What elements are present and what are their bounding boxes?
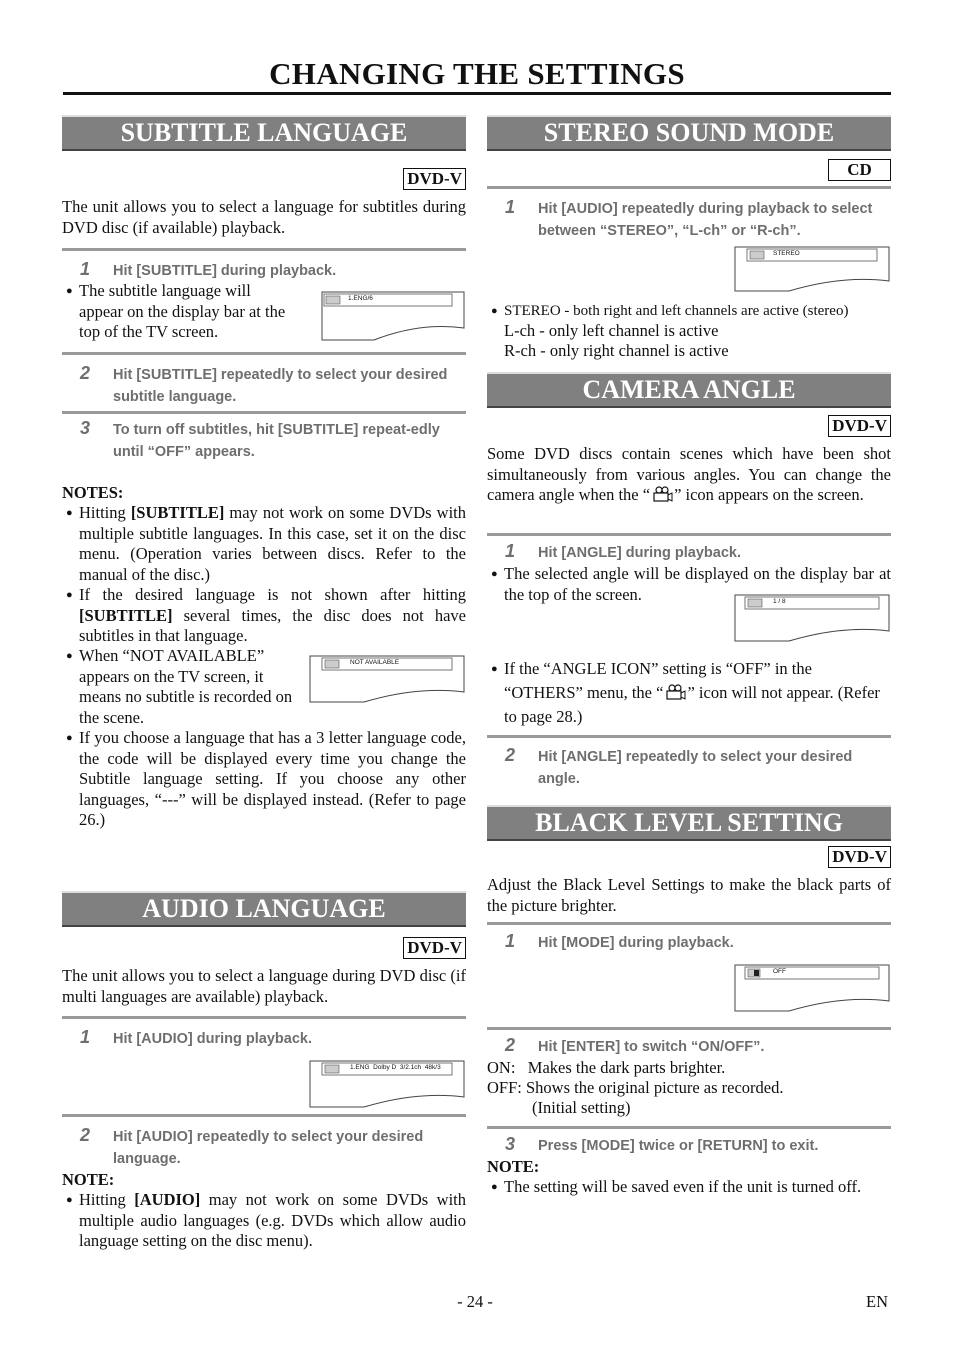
bullet-text: STEREO - both right and left channels are active (stereo)	[504, 303, 849, 319]
bullet-dot-icon: ●	[491, 305, 498, 317]
bullet-dot-icon: ●	[491, 1181, 498, 1193]
bullet-dot-icon: ●	[66, 732, 73, 744]
title-rule	[63, 92, 891, 95]
note-text: If the desired language is not shown after hitting	[79, 585, 466, 604]
bullet-text: If the “ANGLE ICON” setting is “OFF” in the “OTHERS” menu, the “	[504, 659, 812, 702]
camera-intro	[487, 444, 891, 506]
subtitle-intro: The unit allows you to select a language for subtitles during DVD disc (if available) playback.	[62, 197, 466, 237]
audio-display-text: 1.ENG Dolby D 3/2.1ch 48k/3	[350, 1064, 441, 1071]
subtitle-notes-heading: NOTES:	[62, 483, 124, 502]
black-off-line-2: (Initial setting)	[532, 1098, 631, 1117]
step-text: Press [MODE] twice or [RETURN] to exit.	[538, 1138, 819, 1154]
camera-intro-text: Some DVD discs contain scenes which have been shot simultaneously from various angles. You can change the camera angle when the “	[487, 444, 891, 504]
note-text: several times, the disc does not have subtitles in that language.	[79, 605, 466, 645]
step-text: Hit [ANGLE] repeatedly to select your desired angle.	[538, 749, 853, 787]
step-number: 2	[505, 745, 516, 765]
not-available-display-bar	[308, 654, 466, 704]
note-text: Hitting	[79, 503, 131, 522]
camera-intro-text: ” icon appears on the screen.	[674, 485, 864, 504]
bullet-text: ” icon will not appear. (Refer to page 28.)	[504, 683, 880, 726]
black-rule-3	[487, 1126, 891, 1129]
subtitle-rule-2	[62, 352, 466, 355]
stereo-display-text: STEREO	[773, 250, 800, 257]
step-text: To turn off subtitles, hit [SUBTITLE] repeat-edly until “OFF” appears.	[113, 422, 440, 460]
stereo-sound-mode-heading: STEREO SOUND MODE	[487, 115, 891, 151]
note-text: may not work on some DVDs with multiple subtitle languages. In this case, set it on the disc menu. (Operation varies between discs. Refer to the manual of the disc.)	[79, 503, 466, 584]
audio-dvd-badge: DVD-V	[403, 937, 466, 959]
camera-icon	[663, 683, 687, 699]
step-number: 3	[80, 418, 91, 438]
audio-display-bar	[308, 1059, 466, 1109]
bullet-dot-icon: ●	[66, 650, 73, 662]
audio-note-heading: NOTE:	[62, 1170, 115, 1189]
black-note-heading: NOTE:	[487, 1157, 540, 1176]
subtitle-display-text: 1.ENG/6	[348, 295, 373, 302]
black-rule-2	[487, 1027, 891, 1030]
note-text: Hitting	[79, 1190, 135, 1209]
subtitle-language-heading: SUBTITLE LANGUAGE	[62, 115, 466, 151]
language-code: EN	[866, 1292, 888, 1311]
black-intro: Adjust the Black Level Settings to make the black parts of the picture brighter.	[487, 875, 891, 915]
camera-icon	[650, 486, 674, 502]
subtitle-dvd-badge: DVD-V	[403, 168, 466, 190]
subtitle-icon	[325, 660, 339, 668]
bullet-dot-icon: ●	[66, 507, 73, 519]
angle-icon	[748, 599, 762, 607]
stereo-display-bar	[733, 245, 891, 293]
stereo-rule-1	[487, 186, 891, 189]
step-text: Hit [AUDIO] repeatedly to select your desired language.	[113, 1129, 424, 1167]
step-text: Hit [AUDIO] repeatedly during playback to select between “STEREO”, “L-ch” or “R-ch”.	[538, 201, 873, 239]
note-key: [SUBTITLE]	[79, 605, 173, 625]
camera-dvd-badge: DVD-V	[828, 415, 891, 437]
black-level-display-text: OFF	[773, 968, 786, 975]
bullet-dot-icon: ●	[491, 568, 498, 580]
step-number: 1	[505, 197, 516, 217]
step-text: Hit [ANGLE] during playback.	[538, 545, 742, 561]
audio-language-heading: AUDIO LANGUAGE	[62, 891, 466, 927]
step-number: 2	[80, 1125, 91, 1145]
subtitle-display-bar	[320, 290, 466, 342]
step-number: 1	[80, 259, 91, 279]
subtitle-rule-1	[62, 248, 466, 251]
note-text: may not work on some DVDs with multiple audio languages (e.g. DVDs which allow audio language setting on the disc menu).	[79, 1190, 466, 1250]
step-number: 3	[505, 1134, 516, 1154]
step-number: 2	[80, 363, 91, 383]
black-level-display-bar	[733, 963, 891, 1013]
audio-rule-1	[62, 1016, 466, 1019]
step-text: Hit [ENTER] to switch “ON/OFF”.	[538, 1039, 765, 1055]
step-number: 1	[505, 931, 516, 951]
bullet-dot-icon: ●	[491, 663, 498, 675]
camera-rule-2	[487, 735, 891, 738]
bullet-dot-icon: ●	[66, 589, 73, 601]
page-title: CHANGING THE SETTINGS	[269, 56, 685, 91]
note-key: [AUDIO]	[134, 1190, 201, 1209]
stereo-cd-badge: CD	[828, 159, 891, 181]
step-text: Hit [MODE] during playback.	[538, 935, 734, 951]
bullet-text: The selected angle will be displayed on the display bar at the top of the screen.	[504, 564, 891, 604]
camera-rule-1	[487, 533, 891, 536]
audio-intro: The unit allows you to select a language during DVD disc (if multi languages are available) playback.	[62, 966, 466, 1006]
audio-icon	[325, 1065, 339, 1073]
bullet-text: The subtitle language will appear on the display bar at the top of the TV screen.	[79, 281, 286, 341]
step-text: Hit [SUBTITLE] repeatedly to select your desired subtitle language.	[113, 367, 448, 405]
black-dvd-badge: DVD-V	[828, 846, 891, 868]
step-number: 1	[505, 541, 516, 561]
bullet-dot-icon: ●	[66, 1194, 73, 1206]
bullet-text: If you choose a language that has a 3 letter language code, the code will be displayed every time you change the Subtitle language setting. If you choose any other languages, “---” will be displayed instead. (Refer to page 26.)	[79, 728, 466, 829]
page-number: - 24 -	[457, 1292, 493, 1311]
stereo-rch-line: R-ch - only right channel is active	[504, 341, 729, 360]
step-text: Hit [AUDIO] during playback.	[113, 1031, 312, 1047]
step-number: 1	[80, 1027, 91, 1047]
camera-angle-heading: CAMERA ANGLE	[487, 372, 891, 408]
stereo-lch-line: L-ch - only left channel is active	[504, 321, 719, 340]
step-number: 2	[505, 1035, 516, 1055]
camera-display-text: 1 / 8	[773, 598, 786, 605]
black-level-heading: BLACK LEVEL SETTING	[487, 805, 891, 841]
audio-rule-2	[62, 1114, 466, 1117]
bullet-dot-icon: ●	[66, 285, 73, 297]
audio-icon	[750, 251, 764, 259]
note-key: [SUBTITLE]	[130, 503, 225, 522]
black-off-line: OFF: Shows the original picture as recorded.	[487, 1078, 784, 1097]
black-rule-1	[487, 922, 891, 925]
step-text: Hit [SUBTITLE] during playback.	[113, 263, 337, 279]
not-available-text: NOT AVAILABLE	[350, 659, 400, 666]
subtitle-rule-3	[62, 411, 466, 414]
camera-display-bar	[733, 593, 891, 643]
black-on-line: ON: Makes the dark parts brighter.	[487, 1058, 726, 1077]
bullet-text: When “NOT AVAILABLE” appears on the TV screen, it means no subtitle is recorded on the scene.	[79, 646, 293, 727]
bullet-text: The setting will be saved even if the unit is turned off.	[504, 1177, 862, 1196]
subtitle-icon	[326, 296, 340, 304]
